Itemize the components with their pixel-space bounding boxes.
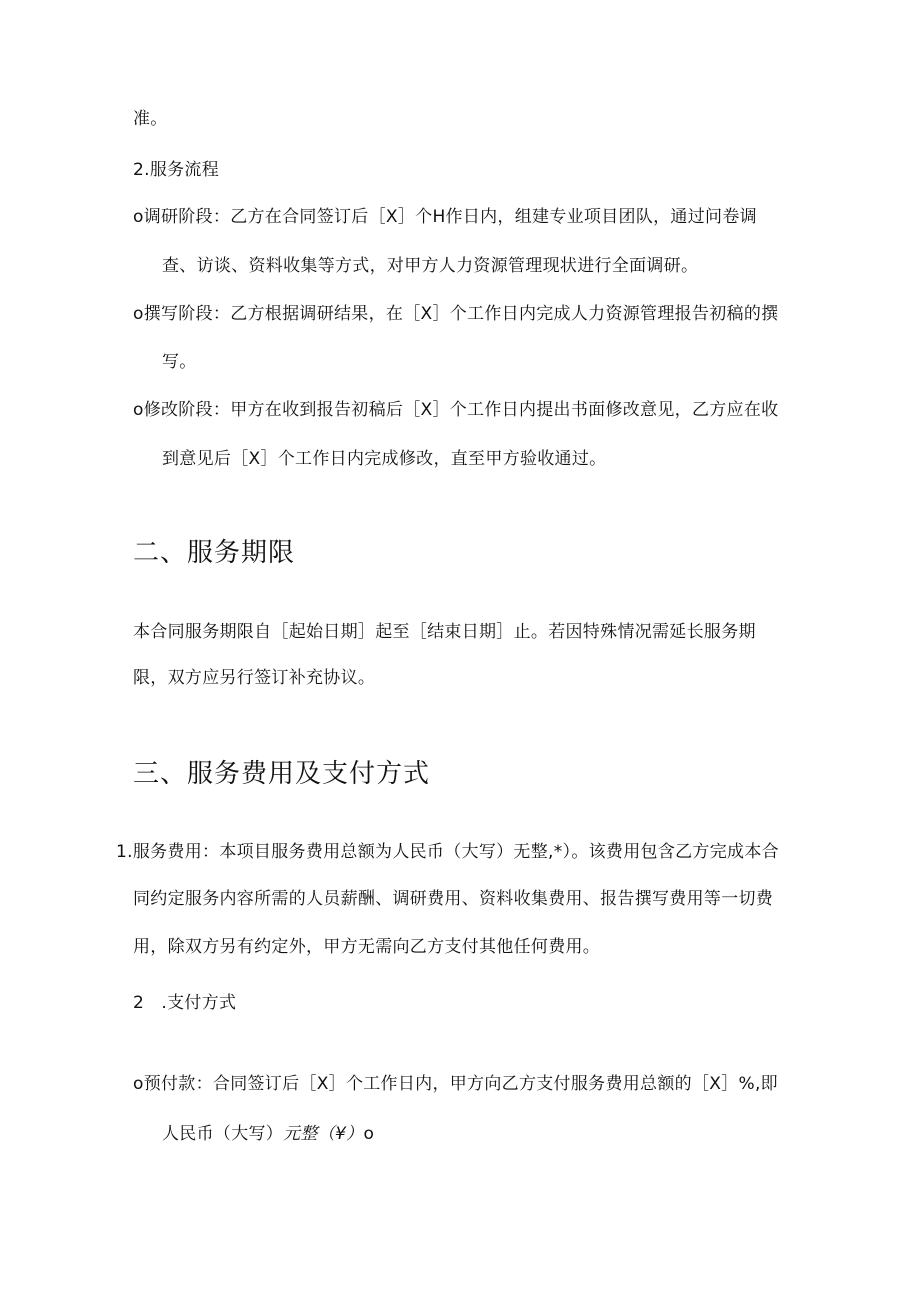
fee-paragraph-cont-1: 同约定服务内容所需的人员薪酬、调研费用、资料收集费用、报告撰写费用等一切费: [133, 889, 774, 909]
process-item-research-cont: 查、访谈、资料收集等方式，对甲方人力资源管理现状进行全面调研。: [162, 256, 699, 276]
payment-item-advance: o预付款：合同签订后［X］个工作日内，甲方向乙方支付服务费用总额的［X］%,即: [133, 1074, 778, 1094]
subheading-payment-method: 2 .支付方式: [133, 993, 237, 1013]
process-item-revision: o修改阶段：甲方在收到报告初稿后［X］个工作日内提出书面修改意见，乙方应在收: [133, 400, 779, 420]
process-item-research: o调研阶段：乙方在合同签订后［X］个H作日内，组建专业项目团队，通过问卷调: [133, 207, 757, 227]
subheading-service-process: 2.服务流程: [133, 160, 220, 180]
section-heading-fees-payment: 三、服务费用及支付方式: [133, 759, 431, 789]
service-term-paragraph: 本合同服务期限自［起始日期］起至［结束日期］止。若因特殊情况需延长服务期: [133, 622, 756, 642]
process-item-writing-cont: 写。: [162, 352, 197, 372]
payment-item-advance-cont: [162, 1122, 374, 1146]
fee-paragraph: 1.服务费用：本项目服务费用总额为人民币（大写）无整,*）。该费用包含乙方完成本合: [116, 842, 779, 862]
amount-placeholder: 元整（¥）: [283, 1124, 364, 1144]
process-item-revision-cont: 到意见后［X］个工作日内完成修改，直至甲方验收通过。: [162, 449, 607, 469]
process-item-writing: o撰写阶段：乙方根据调研结果，在［X］个工作日内完成人力资源管理报告初稿的撰: [133, 304, 779, 324]
section-heading-service-term: 二、服务期限: [133, 538, 296, 568]
service-term-paragraph-cont: 限，双方应另行签订补充协议。: [133, 668, 376, 688]
amount-label: 人民币（大写）: [162, 1124, 284, 1144]
trailing-mark: o: [363, 1124, 375, 1144]
paragraph-continuation: 准。: [133, 109, 168, 129]
fee-paragraph-cont-2: 用，除双方另有约定外，甲方无需向乙方支付其他任何费用。: [133, 937, 601, 957]
